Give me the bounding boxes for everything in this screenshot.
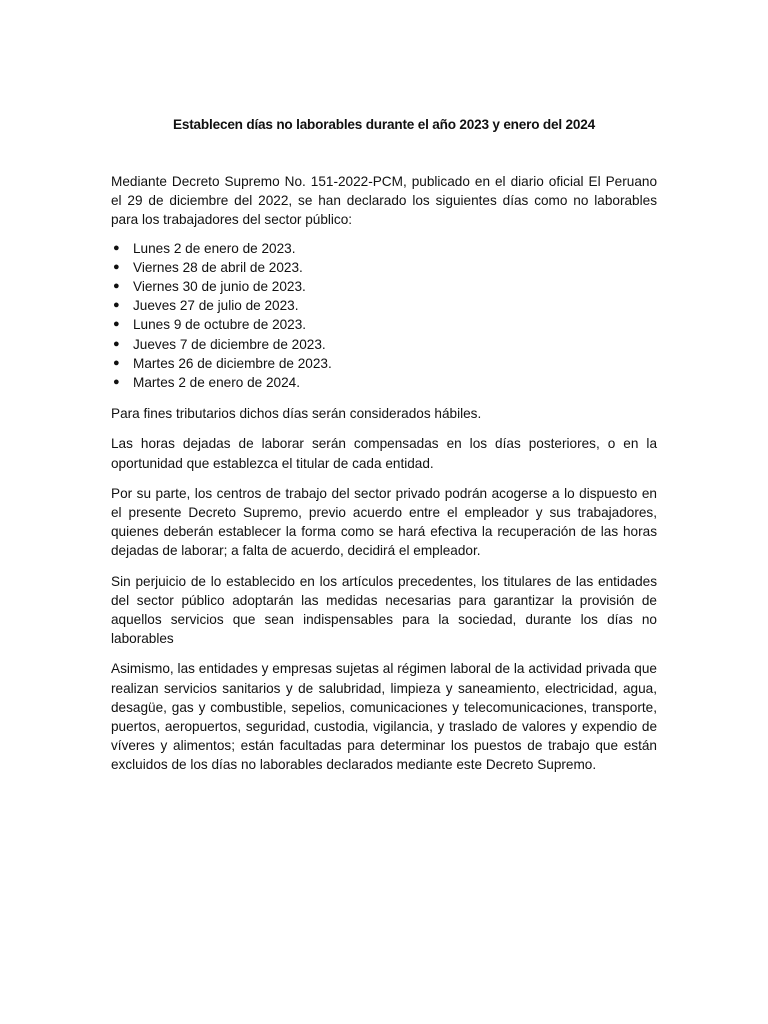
list-item xyxy=(111,239,657,258)
list-item xyxy=(111,296,657,315)
list-item-text: Martes 26 de diciembre de 2023. xyxy=(133,355,332,371)
list-item xyxy=(111,277,657,296)
list-item xyxy=(111,335,657,354)
list-item-text: Jueves 27 de julio de 2023. xyxy=(133,298,299,314)
intro-paragraph: Mediante Decreto Supremo No. 151-2022-PCM, publicado en el diario oficial El Peruano el 29 de diciembre del 2022, se han declarado los siguientes días como no laborables para los trabajadores del sector público: xyxy=(111,174,657,228)
list-item-text: Viernes 30 de junio de 2023. xyxy=(133,279,306,295)
document-page xyxy=(111,116,657,786)
list-item xyxy=(111,354,657,373)
bullet-icon: ● xyxy=(113,376,120,389)
non-working-days-list xyxy=(111,239,657,393)
list-item-text: Lunes 2 de enero de 2023. xyxy=(133,240,296,256)
essential-services-paragraph: Asimismo, las entidades y empresas sujetas al régimen laboral de la actividad privada que realizan servicios sanitarios y de salubridad, limpieza y saneamiento, electricidad, agua, desagüe, gas y combustible, sepelios, comunicaciones y telecomunicaciones, transporte, puertos, aeropuertos, seguridad, custodia, vigilancia, y traslado de valores y expendio de víveres y alimentos; están facultadas para determinar los puestos de trabajo que están excluidos de los días no laborables declarados mediante este Decreto Supremo. xyxy=(111,661,657,773)
bullet-icon: ● xyxy=(113,280,120,293)
list-item-text: Martes 2 de enero de 2024. xyxy=(133,375,301,391)
bullet-icon: ● xyxy=(113,337,120,350)
list-item-text: Jueves 7 de diciembre de 2023. xyxy=(133,336,326,352)
document-title: Establecen días no laborables durante el año 2023 y enero del 2024 xyxy=(173,117,595,132)
list-item xyxy=(111,258,657,277)
tax-paragraph: Para fines tributarios dichos días serán considerados hábiles. xyxy=(111,406,482,422)
private-sector-paragraph: Por su parte, los centros de trabajo del sector privado podrán acogerse a lo dispuesto en el presente Decreto Supremo, previo acuerdo entre el empleador y sus trabajadores, quienes deberán establecer la forma como se hará efectiva la recuperación de las horas dejadas de laborar; a falta de acuerdo, decidirá el empleador. xyxy=(111,485,657,559)
bullet-icon: ● xyxy=(113,299,120,312)
bullet-icon: ● xyxy=(113,318,120,331)
list-item-text: Lunes 9 de octubre de 2023. xyxy=(133,317,307,333)
list-item xyxy=(111,373,657,392)
bullet-icon: ● xyxy=(113,260,120,273)
list-item xyxy=(111,315,657,334)
public-services-paragraph: Sin perjuicio de lo establecido en los artículos precedentes, los titulares de las entidades del sector público adoptarán las medidas necesarias para garantizar la provisión de aquellos servicios que sean indispensables para la sociedad, durante los días no laborables xyxy=(111,573,657,647)
bullet-icon: ● xyxy=(113,241,120,254)
bullet-icon: ● xyxy=(113,356,120,369)
list-item-text: Viernes 28 de abril de 2023. xyxy=(133,259,303,275)
compensation-paragraph: Las horas dejadas de laborar serán compensadas en los días posteriores, o en la oportunidad que establezca el titular de cada entidad. xyxy=(111,436,657,471)
